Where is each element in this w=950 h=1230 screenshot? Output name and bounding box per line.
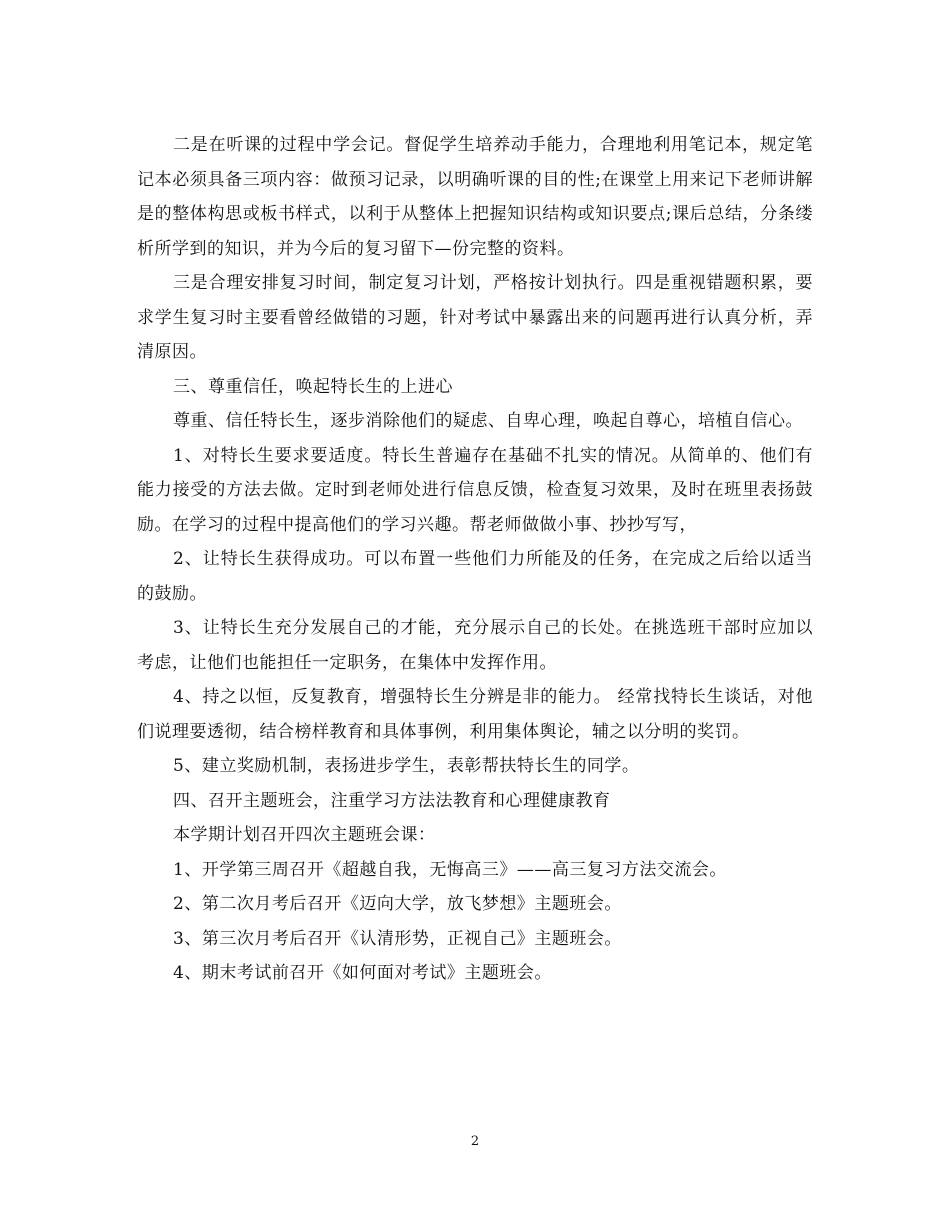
page-body bbox=[137, 128, 813, 991]
list-item-3: 3、让特长生充分发展自己的才能，充分展示自己的长处。在挑选班干部时应加以考虑，让他们也能担任一定职务，在集体中发挥作用。 bbox=[137, 618, 813, 673]
meeting-item-4: 4、期末考试前召开《如何面对考试》主题班会。 bbox=[173, 963, 552, 983]
paragraph-respect-trust: 尊重、信任特长生，逐步消除他们的疑虑、自卑心理，唤起自尊心，培植自信心。 bbox=[173, 411, 803, 431]
list-item-2: 2、让特长生获得成功。可以布置一些他们力所能及的任务，在完成之后给以适当的鼓励。 bbox=[137, 549, 813, 604]
paragraph-note-taking: 二是在听课的过程中学会记。督促学生培养动手能力，合理地利用笔记本，规定笔记本必须具备三项内容：做预习记录，以明确听课的目的性;在课堂上用来记下老师讲解是的整体构思或板书样式，以利于从整体上把握知识结构或知识要点;课后总结，分条缕析所学到的知识，并为今后的复习留下—份完整的资料。 bbox=[137, 135, 813, 259]
section-heading-respect-trust: 三、尊重信任，唤起特长生的上进心 bbox=[173, 376, 453, 397]
list-item-4: 4、持之以恒，反复教育，增强特长生分辨是非的能力。 经常找特长生谈话，对他们说理要透彻，结合榜样教育和具体事例，利用集体舆论，辅之以分明的奖罚。 bbox=[137, 687, 813, 742]
page-number: 2 bbox=[470, 1134, 480, 1149]
meeting-item-3: 3、第三次月考后召开《认清形势，正视自己》主题班会。 bbox=[173, 928, 622, 949]
paragraph-meeting-plan: 本学期计划召开四次主题班会课： bbox=[173, 825, 436, 845]
meeting-item-1: 1、开学第三周召开《超越自我，无悔高三》——高三复习方法交流会。 bbox=[173, 859, 727, 880]
list-item-1: 1、对特长生要求要适度。特长生普遍存在基础不扎实的情况。从简单的、他们有能力接受的方法去做。定时到老师处进行信息反馈，检查复习效果，及时在班里表扬鼓励。在学习的过程中提高他们的学习兴趣。帮老师做做小事、抄抄写写， bbox=[137, 445, 813, 535]
section-heading-class-meetings: 四、召开主题班会，注重学习方法法教育和心理健康教育 bbox=[173, 790, 611, 811]
list-item-5: 5、建立奖励机制，表扬进步学生，表彰帮扶特长生的同学。 bbox=[173, 756, 640, 776]
meeting-item-2: 2、第二次月考后召开《迈向大学，放飞梦想》主题班会。 bbox=[173, 894, 622, 914]
paragraph-review-schedule: 三是合理安排复习时间，制定复习计划，严格按计划执行。四是重视错题积累，要求学生复习时主要看曾经做错的习题，针对考试中暴露出来的问题再进行认真分析，弄清原因。 bbox=[137, 273, 813, 362]
